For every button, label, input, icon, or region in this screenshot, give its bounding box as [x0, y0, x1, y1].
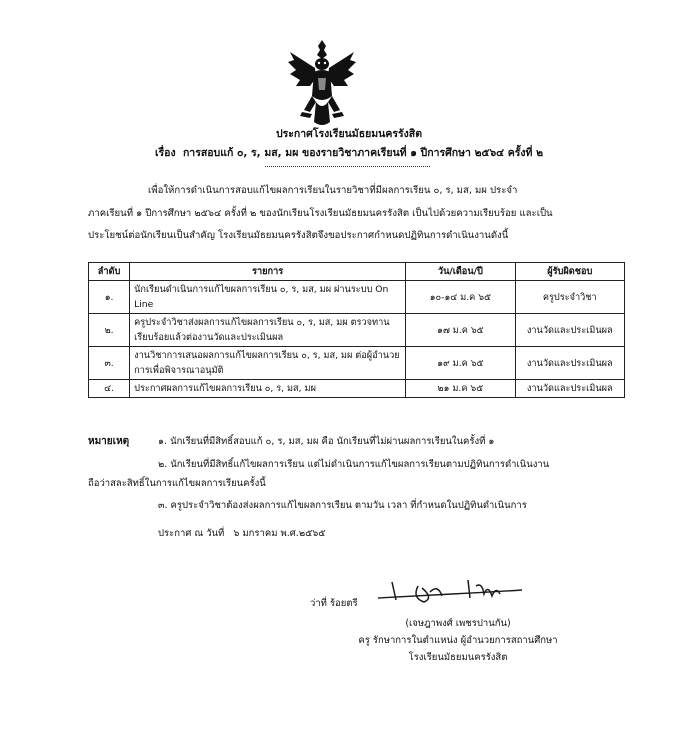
row-owner: งานวัดและประเมินผล [515, 347, 624, 380]
announcement-title: ประกาศโรงเรียนมัธยมนครรังสิต [275, 128, 423, 140]
intro-paragraph [88, 180, 623, 248]
signer-position: ครู รักษาการในตำแหน่ง ผู้อำนวยการสถานศึกษา [358, 635, 558, 646]
row-owner: งานวัดและประเมินผล [515, 380, 624, 398]
divider [265, 166, 430, 167]
row-no: ๑. [89, 281, 130, 314]
row-item: งานวิชาการเสนอผลการแก้ไขผลการเรียน ๐, ร, มส, มผ ต่อผู้อำนวยการเพื่อพิจารณาอนุมัติ [130, 347, 406, 380]
table-row [89, 347, 625, 380]
row-no: ๒. [89, 314, 130, 347]
row-no: ๔. [89, 380, 130, 398]
row-owner: งานวัดและประเมินผล [515, 314, 624, 347]
announcement-subject [0, 144, 698, 161]
row-owner: ครูประจำวิชา [515, 281, 624, 314]
announce-label: ประกาศ ณ วันที่ [158, 528, 225, 539]
row-item: นักเรียนดำเนินการแก้ไขผลการเรียน ๐, ร, มส, มผ ผ่านระบบ On Line [130, 281, 406, 314]
row-date: ๑๙ ม.ค ๖๕ [406, 347, 515, 380]
row-date: ๑๗ ม.ค ๖๕ [406, 314, 515, 347]
notes-label: หมายเหตุ [88, 436, 130, 447]
row-date: ๒๑ ม.ค ๖๕ [406, 380, 515, 398]
signature-rank: ว่าที่ ร้อยตรี [310, 598, 358, 609]
garuda-emblem-icon [286, 38, 358, 130]
note-1: ๑. นักเรียนที่มีสิทธิ์สอบแก้ ๐, ร, มส, มผ คือ นักเรียนที่ไม่ผ่านผลการเรียนในครั้งที่ ๑ [158, 436, 495, 447]
note-2: ๒. นักเรียนที่มีสิทธิ์แก้ไขผลการเรียน แต่ไม่ดำเนินการแก้ไขผลการเรียนตามปฏิทินการดำเนินงาน [158, 459, 550, 470]
header-item: รายการ [130, 263, 406, 281]
signer-organization: โรงเรียนมัธยมนครรังสิต [408, 652, 508, 663]
table-header-row [89, 263, 625, 281]
table-row [89, 281, 625, 314]
table-row [89, 380, 625, 398]
row-item: ประกาศผลการแก้ไขผลการเรียน ๐, ร, มส, มผ [130, 380, 406, 398]
header-no: ลำดับ [89, 263, 130, 281]
announce-date-value: ๖ มกราคม พ.ศ.๒๕๖๕ [233, 528, 326, 539]
row-item: ครูประจำวิชาส่งผลการแก้ไขผลการเรียน ๐, ร, มส, มผ ตรวจทานเรียบร้อยแล้วต่องานวัดและประเมินผล [130, 314, 406, 347]
subject-label: เรื่อง [154, 147, 176, 159]
intro-line-1: เพื่อให้การดำเนินการสอบแก้ไขผลการเรียนในรายวิชาที่มีผลการเรียน ๐, ร, มส, มผ ประจำ [148, 185, 518, 196]
note-2-continued: ถือว่าสละสิทธิ์ในการแก้ไขผลการเรียนครั้งนี้ [88, 478, 266, 489]
table-row [89, 314, 625, 347]
intro-line-2: ภาคเรียนที่ ๑ ปีการศึกษา ๒๕๖๔ ครั้งที่ ๒ ของนักเรียนโรงเรียนมัธยมนครรังสิต เป็นไปด้วยความเรียบร้อย และเป็น [88, 207, 553, 219]
intro-line-3: ประโยชน์ต่อนักเรียนเป็นสำคัญ โรงเรียนมัธยมนครรังสิตจึงขอประกาศกำหนดปฏิทินการดำเนินงานดังนี้ [88, 230, 509, 241]
header-date: วัน/เดือน/ปี [406, 263, 515, 281]
row-date: ๑๐-๑๔ ม.ค ๖๕ [406, 281, 515, 314]
subject-text: การสอบแก้ ๐, ร, มส, มผ ของรายวิชาภาคเรียนที่ ๑ ปีการศึกษา ๒๕๖๔ ครั้งที่ ๒ [182, 147, 544, 159]
announce-date [158, 526, 326, 541]
schedule-table [88, 262, 625, 398]
note-3: ๓. ครูประจำวิชาต้องส่งผลการแก้ไขผลการเรียน ตามวัน เวลา ที่กำหนดในปฏิทินดำเนินการ [158, 500, 527, 511]
row-no: ๓. [89, 347, 130, 380]
handwritten-signature-icon [372, 576, 532, 612]
header-owner: ผู้รับผิดชอบ [515, 263, 624, 281]
signer-name: (เจษฎาพงศ์ เพชรปานกัน) [405, 618, 511, 629]
